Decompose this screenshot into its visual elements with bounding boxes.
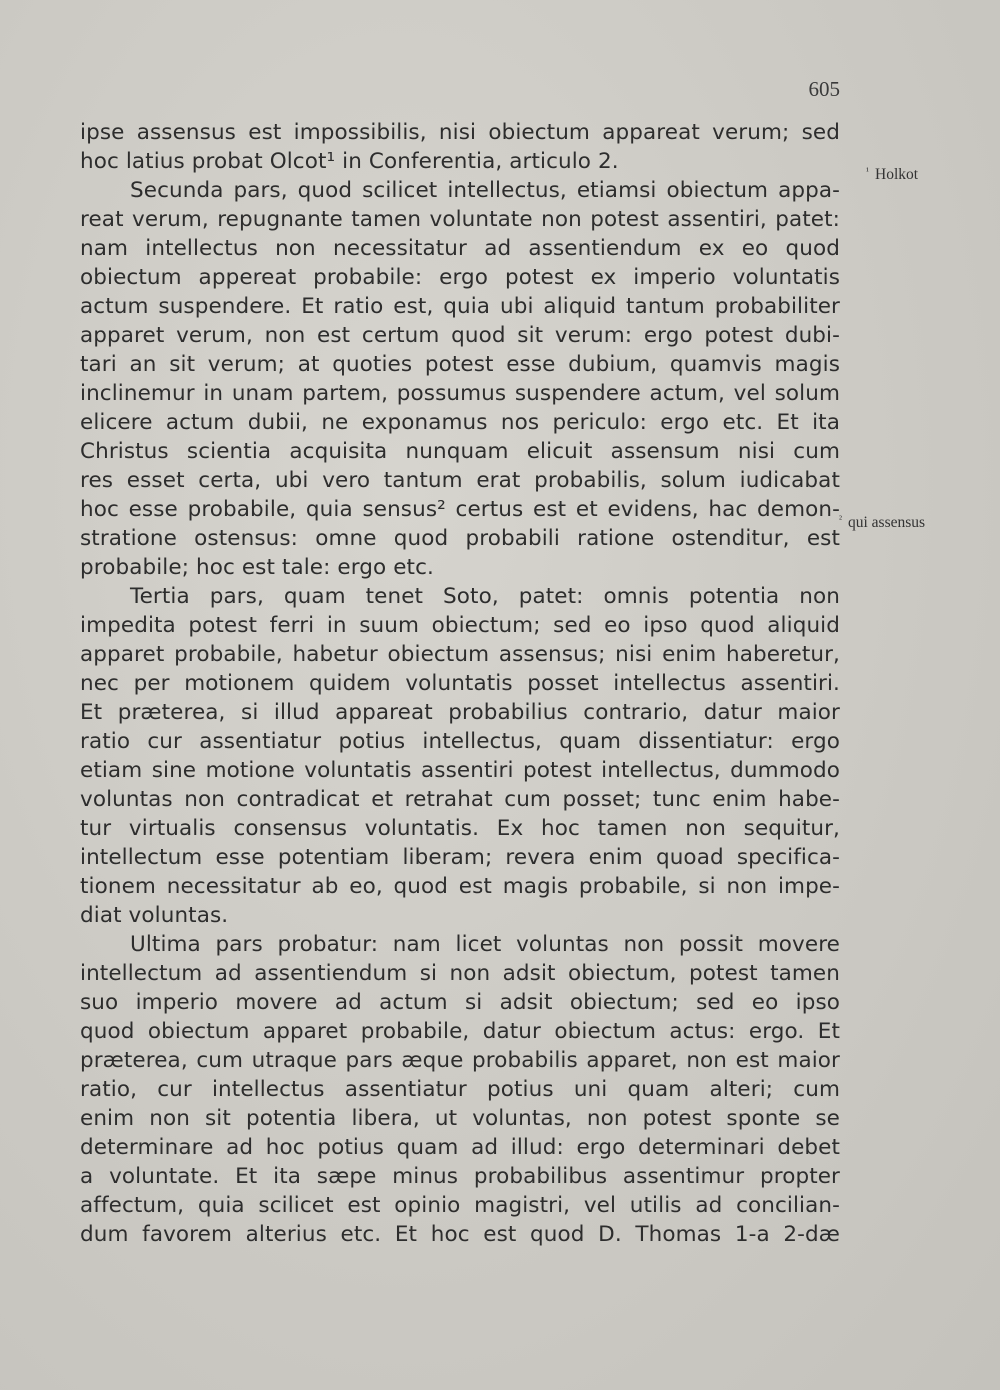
text-line: Tertia pars, quam tenet Soto, patet: omnis potentia non [130, 584, 840, 609]
text-line: diat voluntas. [80, 903, 229, 928]
text-line: obiectum appereat probabile: ergo potest ex imperio voluntatis [80, 265, 840, 290]
text-line: hoc latius probat Olcot¹ in Conferentia, articulo 2. [80, 149, 619, 174]
main-text [80, 118, 840, 1249]
text-line: elicere actum dubii, ne exponamus nos periculo: ergo etc. Et ita [80, 410, 840, 435]
text-line: inclinemur in unam partem, possumus suspendere actum, vel solum [80, 381, 840, 406]
text-line: voluntas non contradicat et retrahat cum posset; tunc enim habe- [80, 787, 840, 812]
text-line: ipse assensus est impossibilis, nisi obiectum appareat verum; sed [80, 120, 840, 145]
text-line: præterea, cum utraque pars æque probabilis apparet, non est maior [80, 1048, 840, 1073]
text-line: Christus scientia acquisita nunquam elicuit assensum nisi cum [80, 439, 840, 464]
text-line: ratio, cur intellectus assentiatur potius uni quam alteri; cum [80, 1077, 840, 1102]
text-line: hoc esse probabile, quia sensus² certus est et evidens, hac demon- [80, 497, 840, 522]
text-line: apparet verum, non est certum quod sit verum: ergo potest dubi- [80, 323, 840, 348]
text-line: impedita potest ferri in suum obiectum; sed eo ipso quod aliquid [80, 613, 840, 638]
margin-note-text: qui assensus [848, 514, 926, 531]
text-line: nam intellectus non necessitatur ad assentiendum ex eo quod [80, 236, 840, 261]
text-line: suo imperio movere ad actum si adsit obiectum; sed eo ipso [80, 990, 840, 1015]
text-line: a voluntate. Et ita sæpe minus probabilibus assentimur propter [80, 1164, 840, 1189]
text-line: apparet probabile, habetur obiectum assensus; nisi enim haberetur, [80, 642, 840, 667]
paragraph [80, 118, 840, 176]
text-line: ratio cur assentiatur potius intellectus, quam dissentiatur: ergo [80, 729, 840, 754]
text-line: affectum, quia scilicet est opinio magistri, vel utilis ad concilian- [80, 1193, 840, 1218]
margin-note-text: Holkot [875, 166, 919, 183]
text-line: quod obiectum apparet probabile, datur obiectum actus: ergo. Et [80, 1019, 840, 1044]
text-line: tionem necessitatur ab eo, quod est magis probabile, si non impe- [80, 874, 840, 899]
text-line: intellectum ad assentiendum si non adsit obiectum, potest tamen [80, 961, 840, 986]
text-line: actum suspendere. Et ratio est, quia ubi aliquid tantum probabiliter [80, 294, 840, 319]
text-line: reat verum, repugnante tamen voluntate non potest assentiri, patet: [80, 207, 840, 232]
paragraph [80, 582, 840, 930]
footnote-mark: ¹ [866, 166, 869, 177]
text-line: tari an sit verum; at quoties potest esse dubium, quamvis magis [80, 352, 840, 377]
paragraph [80, 176, 840, 582]
text-line: Et præterea, si illud appareat probabilius contrario, datur maior [80, 700, 840, 725]
text-line: etiam sine motione voluntatis assentiri potest intellectus, dummodo [80, 758, 840, 783]
text-line: tur virtualis consensus voluntatis. Ex hoc tamen non sequitur, [80, 816, 840, 841]
text-line: probabile; hoc est tale: ergo etc. [80, 555, 434, 580]
text-line: dum favorem alterius etc. Et hoc est quod D. Thomas 1-a 2-dæ [80, 1222, 840, 1247]
text-line: stratione ostensus: omne quod probabili ratione ostenditur, est [80, 526, 840, 551]
text-line: res esset certa, ubi vero tantum erat probabilis, solum iudicabat [80, 468, 840, 493]
margin-note [839, 514, 925, 532]
text-line: nec per motionem quidem voluntatis posset intellectus assentiri. [80, 671, 840, 696]
text-line: determinare ad hoc potius quam ad illud: ergo determinari debet [80, 1135, 840, 1160]
text-line: Ultima pars probatur: nam licet voluntas non possit movere [130, 932, 840, 957]
paragraph [80, 930, 840, 1249]
text-line: Secunda pars, quod scilicet intellectus, etiamsi obiectum appa- [130, 178, 840, 203]
margin-note [866, 166, 918, 184]
text-line: enim non sit potentia libera, ut voluntas, non potest sponte se [80, 1106, 840, 1131]
text-line: intellectum esse potentiam liberam; revera enim quoad specifica- [80, 845, 840, 870]
page-number: 605 [808, 77, 840, 101]
footnote-mark: ² [839, 514, 842, 525]
